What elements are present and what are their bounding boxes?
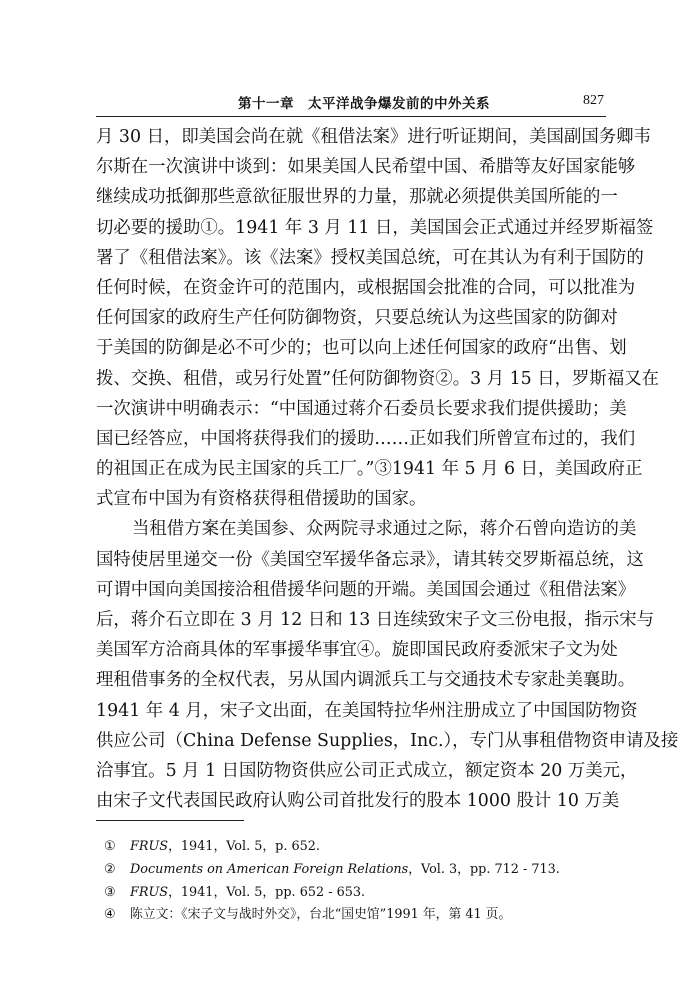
text-line: 国已经答应，中国将获得我们的援助……正如我们所曾宣布过的，我们 [96, 428, 636, 449]
text-line: 美国军方洽商具体的军事援华事宜④。旋即国民政府委派宋子文为处 [96, 640, 618, 661]
footnote-3 [104, 882, 604, 905]
footnote-marker: ④ [104, 907, 116, 923]
text-line: 任何时候，在资金许可的范围内，或根据国会批准的合同，可以批准为 [96, 277, 636, 298]
chapter-title: 第十一章 太平洋战争爆发前的中外关系 [238, 96, 490, 112]
footnote-separator [96, 820, 244, 821]
footnote-source-title: FRUS [130, 884, 169, 900]
footnote-citation: ，1941，Vol. 5，pp. 652 - 653. [168, 884, 366, 900]
text-line: 供应公司（China Defense Supplies，Inc.），专门从事租借物资申请及接 [96, 730, 678, 751]
header-rule [96, 116, 606, 117]
text-line: 国特使居里递交一份《美国空军援华备忘录》，请其转交罗斯福总统，这 [96, 549, 644, 570]
text-line: 一次演讲中明确表示：“中国通过蒋介石委员长要求我们提供援助；美 [96, 398, 627, 419]
footnote-marker: ③ [104, 884, 116, 900]
body-text [96, 122, 678, 816]
footnote-marker: ② [104, 861, 116, 877]
footnote-2 [104, 859, 604, 882]
text-line: 理租借事务的全权代表，另从国内调派兵工与交通技术专家赴美襄助。 [96, 670, 636, 691]
text-line: 尔斯在一次演讲中谈到：如果美国人民希望中国、希腊等友好国家能够 [96, 157, 636, 178]
footnote-citation: ，Vol. 3，pp. 712 - 713. [408, 861, 560, 877]
footnote-source-title: Documents on American Foreign Relations [130, 861, 409, 877]
text-line: 式宣布中国为有资格获得租借援助的国家。 [96, 489, 427, 510]
footnote-citation: 陈立文：《宋子文与战时外交》，台北“国史馆”1991 年，第 41 页。 [130, 907, 512, 923]
footnote-citation: ，1941，Vol. 5，p. 652. [168, 839, 320, 854]
text-line: 于美国的防御是必不可少的；也可以向上述任何国家的政府“出售、划 [96, 338, 627, 359]
text-line: 署了《租借法案》。该《法案》授权美国总统，可在其认为有利于国防的 [96, 247, 644, 268]
text-line: 1941 年 4 月，宋子文出面，在美国特拉华州注册成立了中国国防物资 [96, 700, 638, 721]
text-line: 后，蒋介石立即在 3 月 12 日和 13 日连续致宋子文三份电报，指示宋与 [96, 610, 655, 630]
footnote-1 [104, 836, 604, 859]
text-line: 拨、交换、租借，或另行处置”任何防御物资②。3 月 15 日，罗斯福又在 [96, 368, 659, 389]
footnote-4 [104, 904, 604, 927]
text-line: 洽事宜。5 月 1 日国防物资供应公司正式成立，额定资本 20 万美元， [96, 760, 638, 781]
text-line: 由宋子文代表国民政府认购公司首批发行的股本 1000 股计 10 万美 [96, 791, 620, 812]
text-line: 切必要的援助①。1941 年 3 月 11 日，美国国会正式通过并经罗斯福签 [96, 217, 654, 238]
running-header [96, 92, 604, 114]
text-line: 的祖国正在成为民主国家的兵工厂。”③1941 年 5 月 6 日，美国政府正 [96, 459, 643, 480]
footnote-source-title: FRUS [130, 839, 169, 854]
text-line: 继续成功抵御那些意欲征服世界的力量，那就必须提供美国所能的一 [96, 187, 618, 208]
text-line: 任何国家的政府生产任何防御物资，只要总统认为这些国家的防御对 [96, 308, 618, 329]
paragraph-first-line: 当租借方案在美国参、众两院寻求通过之际，蒋介石曾向造访的美 [132, 519, 637, 540]
footnotes [104, 836, 604, 927]
text-line: 可谓中国向美国接洽租借援华问题的开端。美国国会通过《租借法案》 [96, 579, 636, 600]
page-number: 827 [583, 93, 604, 108]
footnote-marker: ① [104, 839, 116, 854]
text-line: 月 30 日，即美国会尚在就《租借法案》进行听证期间，美国副国务卿韦 [96, 127, 651, 147]
